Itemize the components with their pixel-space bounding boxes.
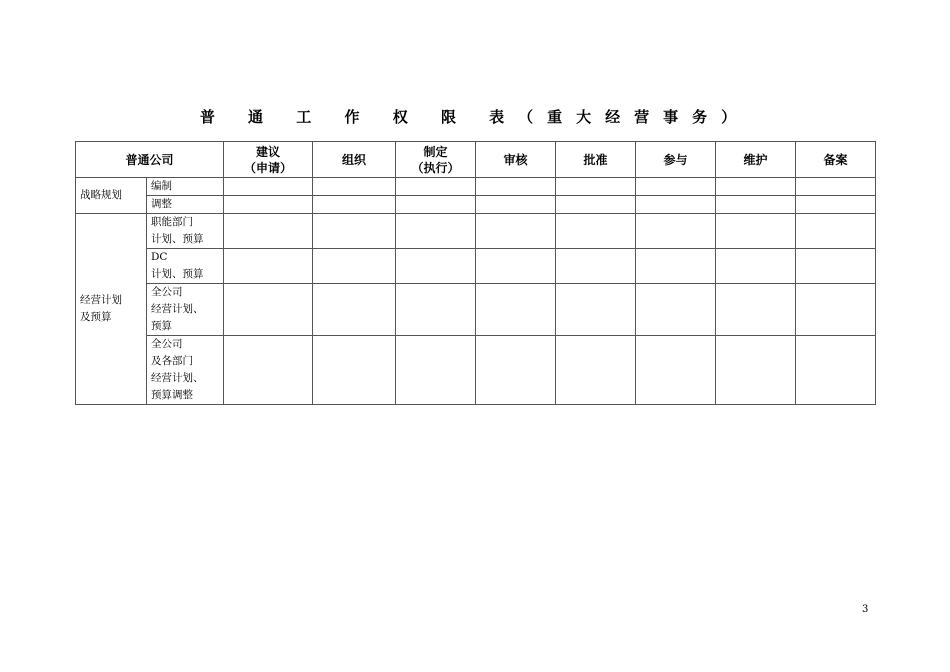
- item-cell: [147, 336, 224, 405]
- empty-cell: [224, 336, 313, 405]
- header-col-line: 参与: [663, 152, 688, 167]
- header-col-line: 建议: [256, 144, 281, 159]
- empty-cell: [313, 196, 396, 214]
- empty-cell: [556, 336, 636, 405]
- empty-cell: [396, 178, 476, 196]
- category-cell: [76, 214, 147, 405]
- empty-cell: [796, 178, 876, 196]
- empty-cell: [716, 196, 796, 214]
- empty-cell: [476, 214, 556, 249]
- empty-cell: [716, 336, 796, 405]
- header-col-formulate: [396, 142, 476, 178]
- empty-cell: [396, 196, 476, 214]
- header-col-line: 批准: [583, 152, 608, 167]
- empty-cell: [796, 284, 876, 336]
- empty-cell: [476, 284, 556, 336]
- item-line: 经营计划、: [151, 303, 204, 315]
- table-row: [76, 336, 876, 405]
- empty-cell: [796, 336, 876, 405]
- empty-cell: [224, 284, 313, 336]
- permission-table: [75, 141, 876, 405]
- empty-cell: [636, 249, 716, 284]
- empty-cell: [476, 178, 556, 196]
- empty-cell: [224, 249, 313, 284]
- table-row: [76, 249, 876, 284]
- empty-cell: [556, 284, 636, 336]
- header-col-line: （申请）: [244, 160, 293, 175]
- table-header-row: [76, 142, 876, 178]
- table-row: [76, 196, 876, 214]
- item-line: 计划、预算: [151, 268, 204, 280]
- empty-cell: [224, 196, 313, 214]
- header-company: 普通公司: [76, 142, 224, 178]
- header-col-line: 制定: [423, 144, 448, 159]
- empty-cell: [476, 249, 556, 284]
- empty-cell: [396, 284, 476, 336]
- empty-cell: [556, 178, 636, 196]
- empty-cell: [224, 178, 313, 196]
- empty-cell: [796, 214, 876, 249]
- header-col-suggest: [224, 142, 313, 178]
- empty-cell: [396, 336, 476, 405]
- category-cell: [76, 178, 147, 214]
- empty-cell: [716, 249, 796, 284]
- category-line: 经营计划: [80, 294, 122, 306]
- header-col-line: （执行）: [411, 160, 460, 175]
- item-line: 全公司: [151, 286, 183, 298]
- item-cell: [147, 249, 224, 284]
- empty-cell: [556, 196, 636, 214]
- empty-cell: [556, 249, 636, 284]
- empty-cell: [396, 214, 476, 249]
- table-row: [76, 214, 876, 249]
- empty-cell: [796, 249, 876, 284]
- item-line: 预算调整: [151, 389, 193, 401]
- empty-cell: [224, 214, 313, 249]
- header-col-participate: [636, 142, 716, 178]
- table-row: [76, 178, 876, 196]
- header-col-organize: [313, 142, 396, 178]
- empty-cell: [556, 214, 636, 249]
- empty-cell: [636, 178, 716, 196]
- empty-cell: [636, 284, 716, 336]
- item-line: 职能部门: [151, 216, 193, 228]
- header-col-line: 组织: [342, 152, 367, 167]
- header-col-line: 维护: [743, 152, 768, 167]
- empty-cell: [313, 214, 396, 249]
- empty-cell: [476, 336, 556, 405]
- document-title: 普 通 工 作 权 限 表（重大经营事务）: [199, 108, 751, 126]
- item-line: 及各部门: [151, 355, 193, 367]
- table-body: [76, 178, 876, 405]
- item-line: 预算: [151, 320, 172, 332]
- empty-cell: [716, 214, 796, 249]
- empty-cell: [636, 196, 716, 214]
- item-line: 计划、预算: [151, 233, 204, 245]
- item-line: 经营计划、: [151, 372, 204, 384]
- empty-cell: [796, 196, 876, 214]
- category-line: 及预算: [80, 311, 112, 323]
- item-cell: [147, 178, 224, 196]
- header-col-line: 备案: [823, 152, 848, 167]
- empty-cell: [313, 284, 396, 336]
- header-col-review: [476, 142, 556, 178]
- empty-cell: [313, 249, 396, 284]
- empty-cell: [313, 178, 396, 196]
- empty-cell: [396, 249, 476, 284]
- item-line: 全公司: [151, 338, 183, 350]
- empty-cell: [716, 284, 796, 336]
- item-line: 编制: [151, 180, 172, 192]
- table-row: [76, 284, 876, 336]
- category-line: 战略规划: [80, 189, 122, 201]
- header-col-record: [796, 142, 876, 178]
- item-line: DC: [151, 251, 168, 263]
- empty-cell: [636, 336, 716, 405]
- header-col-approve: [556, 142, 636, 178]
- item-cell: [147, 196, 224, 214]
- page-number: 3: [862, 604, 869, 615]
- empty-cell: [636, 214, 716, 249]
- item-cell: [147, 284, 224, 336]
- header-col-maintain: [716, 142, 796, 178]
- item-cell: [147, 214, 224, 249]
- header-col-line: 审核: [503, 152, 528, 167]
- empty-cell: [476, 196, 556, 214]
- empty-cell: [716, 178, 796, 196]
- item-line: 调整: [151, 198, 172, 210]
- empty-cell: [313, 336, 396, 405]
